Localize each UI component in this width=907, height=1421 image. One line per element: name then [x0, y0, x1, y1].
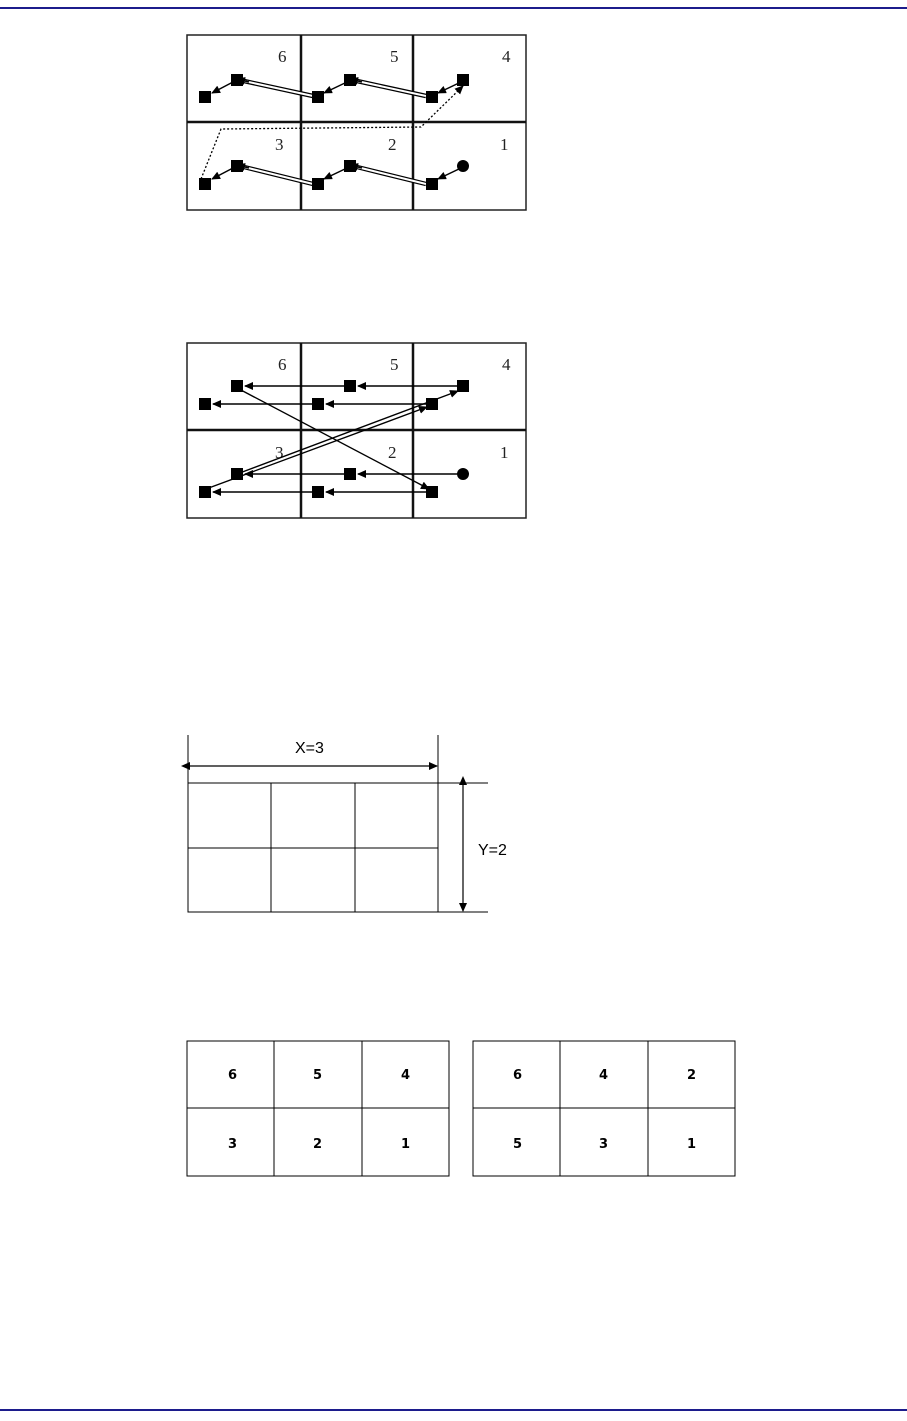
- panel-label-2: 2: [388, 443, 397, 462]
- panel-label-4: 4: [502, 47, 511, 66]
- row-major-order-table: [187, 1041, 449, 1176]
- interleave-path-figure: [186, 342, 528, 520]
- order-cell: 6: [228, 1068, 238, 1083]
- start-dot: [457, 160, 469, 172]
- column-major-order-table: [473, 1041, 735, 1176]
- dimension-y-label: Y=2: [478, 842, 507, 859]
- grid-dimensions-figure: [180, 730, 525, 920]
- dimension-x-label: X=3: [295, 740, 324, 757]
- order-cell: 6: [513, 1068, 523, 1083]
- panel-label-1: 1: [500, 443, 509, 462]
- order-cell: 3: [599, 1137, 609, 1152]
- order-cell: 2: [687, 1068, 697, 1083]
- dimension-grid: [188, 783, 438, 912]
- order-cell: 5: [313, 1068, 323, 1083]
- panel-label-5: 5: [390, 47, 399, 66]
- order-tables-figure: [186, 1040, 738, 1180]
- order-cell: 5: [513, 1137, 523, 1152]
- header-rule: [0, 7, 907, 9]
- order-cell: 4: [599, 1068, 609, 1083]
- panel-label-5: 5: [390, 355, 399, 374]
- order-cell: 1: [687, 1137, 697, 1152]
- order-cell: 3: [228, 1137, 238, 1152]
- scan-path-figure: [186, 34, 528, 212]
- order-cell: 4: [401, 1068, 411, 1083]
- panel-label-6: 6: [278, 47, 287, 66]
- start-dot: [457, 468, 469, 480]
- order-cell: 2: [313, 1137, 323, 1152]
- panel-label-6: 6: [278, 355, 287, 374]
- panel-label-2: 2: [388, 135, 397, 154]
- panel-label-4: 4: [502, 355, 511, 374]
- panel-label-1: 1: [500, 135, 509, 154]
- panel-label-3: 3: [275, 443, 284, 462]
- footer-rule: [0, 1409, 907, 1411]
- panel-label-3: 3: [275, 135, 284, 154]
- order-cell: 1: [401, 1137, 411, 1152]
